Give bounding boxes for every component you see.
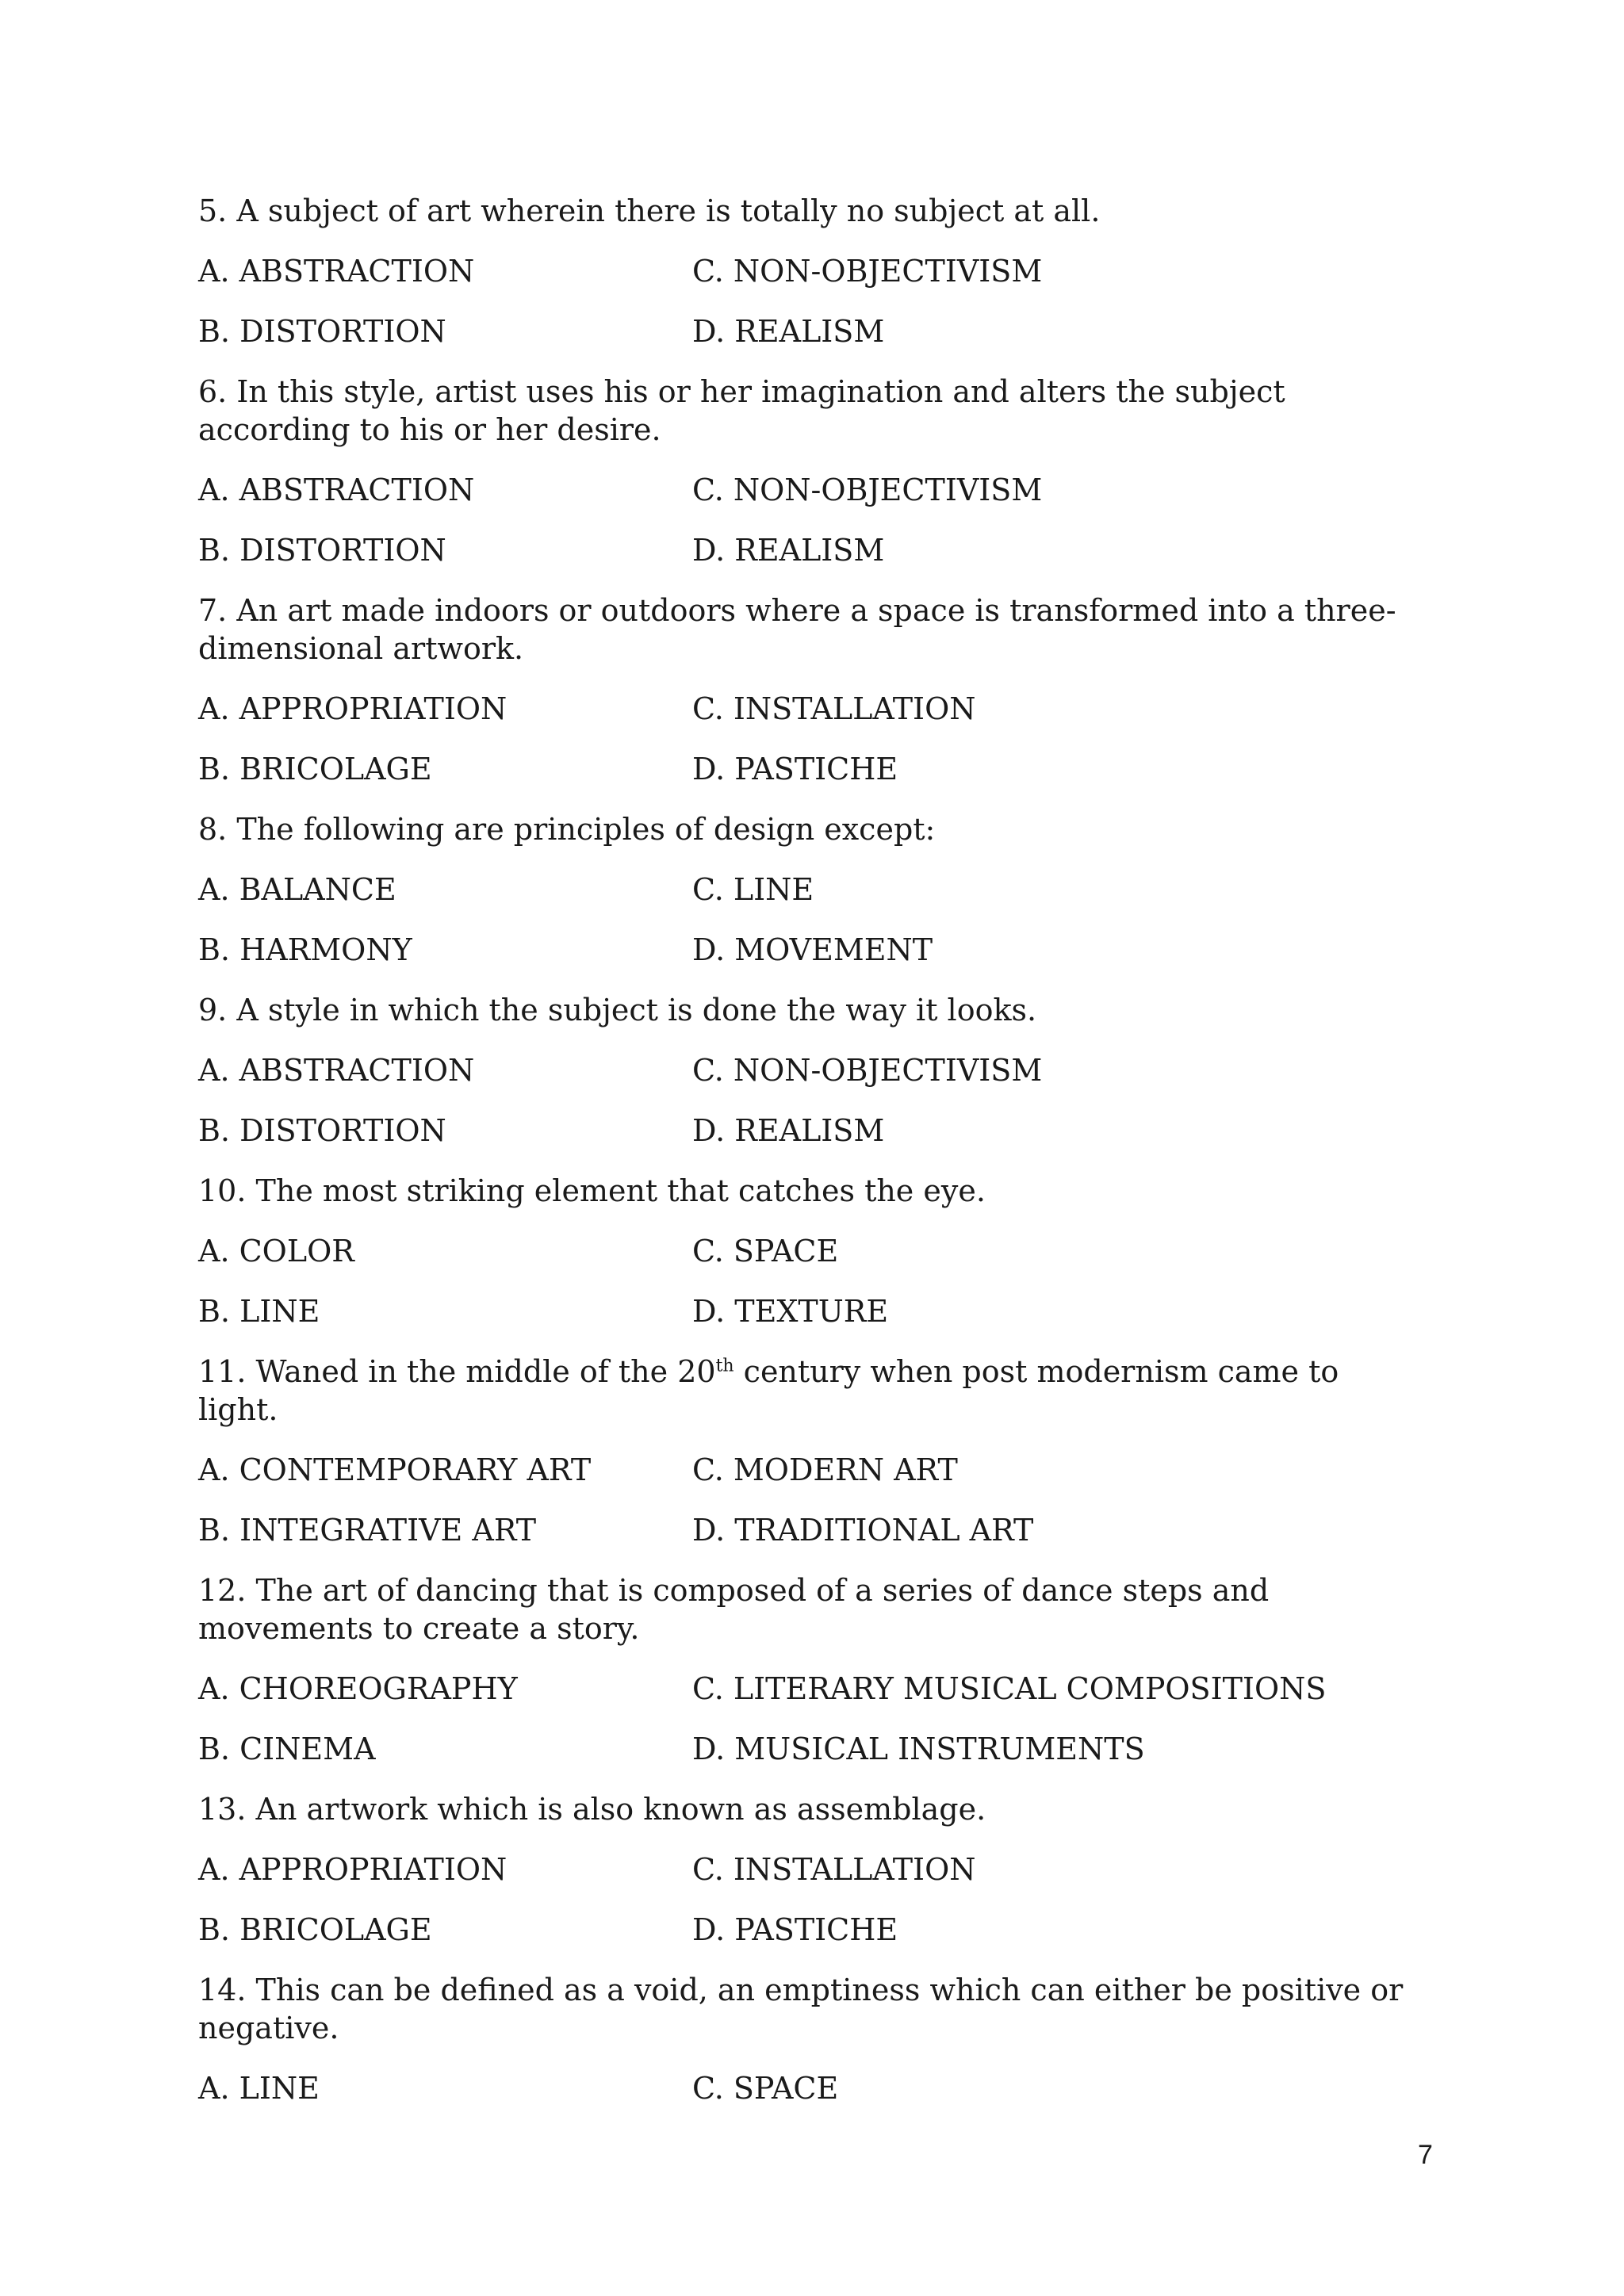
answer-options	[198, 471, 1419, 569]
option-c: C. NON-OBJECTIVISM	[692, 254, 1043, 289]
option-row	[198, 252, 1419, 290]
question-12	[198, 1571, 1419, 1768]
option-a: A. LINE	[198, 2071, 320, 2106]
option-d: D. PASTICHE	[692, 752, 898, 786]
question-10	[198, 1172, 1419, 1330]
option-row	[198, 690, 1419, 728]
option-c: C. INSTALLATION	[692, 691, 976, 726]
document-page	[198, 192, 1419, 2130]
option-d: D. TRADITIONAL ART	[692, 1513, 1034, 1548]
option-d: D. REALISM	[692, 1113, 885, 1148]
option-row	[198, 1511, 1419, 1549]
question-text: 8. The following are principles of design except:	[198, 812, 936, 847]
option-row	[198, 1451, 1419, 1489]
question-text: 10. The most striking element that catches the eye.	[198, 1173, 986, 1208]
option-row	[198, 312, 1419, 350]
option-c: C. LINE	[692, 872, 814, 907]
option-a: A. ABSTRACTION	[198, 473, 475, 507]
option-a: A. ABSTRACTION	[198, 254, 475, 289]
answer-options	[198, 690, 1419, 788]
option-a: A. CHOREOGRAPHY	[198, 1671, 518, 1706]
question-text: 7. An art made indoors or outdoors where a space is transformed into a three-dimensional artwork.	[198, 593, 1396, 666]
option-row	[198, 1911, 1419, 1949]
question-text: 13. An artwork which is also known as assemblage.	[198, 1792, 986, 1827]
answer-options	[198, 871, 1419, 969]
option-row	[198, 1232, 1419, 1270]
option-b: B. CINEMA	[198, 1732, 376, 1766]
question-6	[198, 373, 1419, 569]
question-14	[198, 1971, 1419, 2107]
option-c: C. NON-OBJECTIVISM	[692, 1053, 1043, 1088]
option-row	[198, 471, 1419, 509]
option-row	[198, 871, 1419, 909]
option-row	[198, 1670, 1419, 1708]
option-d: D. REALISM	[692, 314, 885, 349]
option-row	[198, 531, 1419, 569]
option-d: D. MUSICAL INSTRUMENTS	[692, 1732, 1145, 1766]
option-d: D. MOVEMENT	[692, 932, 933, 967]
answer-options	[198, 1670, 1419, 1768]
question-text-start: 11. Waned in the middle of the 20	[198, 1354, 716, 1389]
option-d: D. PASTICHE	[692, 1912, 898, 1947]
option-a: A. APPROPRIATION	[198, 691, 508, 726]
option-a: A. COLOR	[198, 1234, 354, 1269]
option-c: C. LITERARY MUSICAL COMPOSITIONS	[692, 1671, 1327, 1706]
option-c: C. SPACE	[692, 2071, 839, 2106]
answer-options	[198, 1451, 1419, 1549]
question-text: 6. In this style, artist uses his or her imagination and alters the subject according to his or her desire.	[198, 374, 1285, 447]
option-row	[198, 750, 1419, 788]
option-a: A. APPROPRIATION	[198, 1852, 508, 1887]
option-c: C. MODERN ART	[692, 1452, 958, 1487]
option-row	[198, 1292, 1419, 1330]
option-b: B. INTEGRATIVE ART	[198, 1513, 537, 1548]
option-row	[198, 1112, 1419, 1150]
option-a: A. CONTEMPORARY ART	[198, 1452, 592, 1487]
ordinal-superscript: th	[715, 1356, 734, 1376]
question-text: 5. A subject of art wherein there is totally no subject at all.	[198, 193, 1101, 228]
question-5	[198, 192, 1419, 350]
answer-options	[198, 252, 1419, 350]
option-row	[198, 2069, 1419, 2107]
option-b: B. DISTORTION	[198, 1113, 446, 1148]
option-b: B. DISTORTION	[198, 314, 446, 349]
question-text: 9. A style in which the subject is done the way it looks.	[198, 993, 1037, 1027]
answer-options	[198, 2069, 1419, 2107]
option-row	[198, 1850, 1419, 1888]
option-d: D. TEXTURE	[692, 1294, 889, 1329]
option-c: C. INSTALLATION	[692, 1852, 976, 1887]
option-b: B. DISTORTION	[198, 533, 446, 568]
option-row	[198, 1051, 1419, 1089]
question-text	[198, 1353, 1419, 1429]
question-8	[198, 810, 1419, 969]
page-number: 7	[1418, 2140, 1433, 2170]
option-b: B. HARMONY	[198, 932, 412, 967]
answer-options	[198, 1051, 1419, 1150]
answer-options	[198, 1232, 1419, 1330]
question-9	[198, 991, 1419, 1150]
option-c: C. NON-OBJECTIVISM	[692, 473, 1043, 507]
option-a: A. BALANCE	[198, 872, 396, 907]
option-a: A. ABSTRACTION	[198, 1053, 475, 1088]
question-text: 14. This can be defined as a void, an emptiness which can either be positive or negative.	[198, 1973, 1404, 2045]
option-b: B. BRICOLAGE	[198, 752, 432, 786]
question-text: 12. The art of dancing that is composed of a series of dance steps and movements to create a story.	[198, 1573, 1270, 1646]
option-c: C. SPACE	[692, 1234, 839, 1269]
question-11	[198, 1353, 1419, 1549]
option-row	[198, 1730, 1419, 1768]
answer-options	[198, 1850, 1419, 1949]
question-text-end: century when post modernism came to light.	[198, 1354, 1339, 1427]
option-b: B. LINE	[198, 1294, 320, 1329]
question-7	[198, 591, 1419, 788]
option-row	[198, 931, 1419, 969]
option-b: B. BRICOLAGE	[198, 1912, 432, 1947]
question-13	[198, 1790, 1419, 1949]
option-d: D. REALISM	[692, 533, 885, 568]
